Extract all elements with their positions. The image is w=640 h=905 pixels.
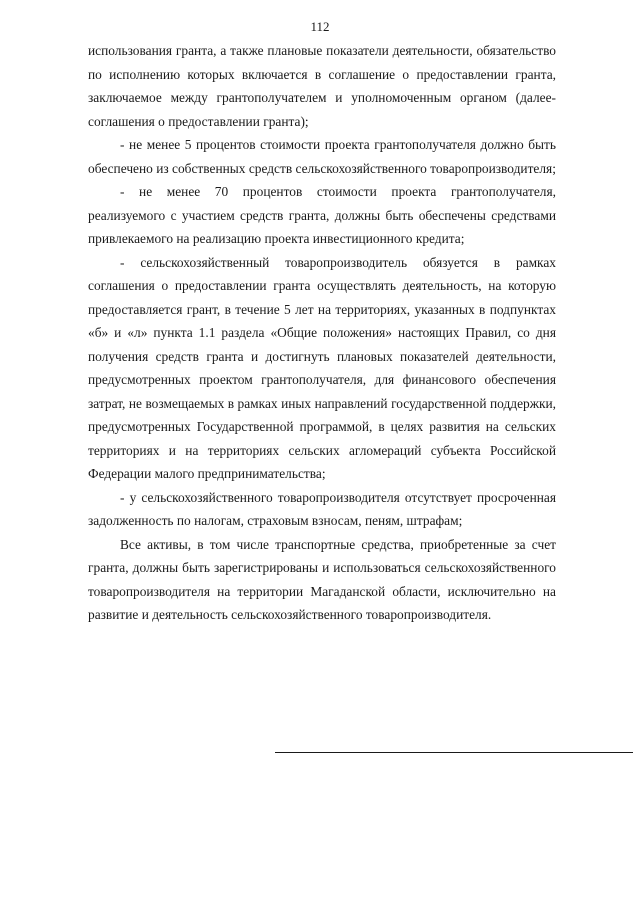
page-number: 112 xyxy=(310,19,330,34)
paragraph-own-funds-requirement: - не менее 5 процентов стоимости проекта грантополучателя должно быть обеспечено из собственных средств сельскохозяйственного товаропроизводителя; xyxy=(88,137,556,176)
footer-divider-line xyxy=(275,752,633,753)
paragraph-credit-requirement: - не менее 70 процентов стоимости проекта грантополучателя, реализуемого с участием средств гранта, должны быть обеспечены средствами привлекаемого на реализацию проекта инвестиционного кредита; xyxy=(88,184,556,246)
paragraph-grant-usage: использования гранта, а также плановые показатели деятельности, обязательство по исполнению которых включается в соглашение о предоставлении гранта, заключаемое между грантополучателем и уполномоченным органом (далее- соглашения о предоставлении гранта); xyxy=(88,43,556,129)
paragraph-assets-registration: Все активы, в том числе транспортные средства, приобретенные за счет гранта, должны быть зарегистрированы и использоваться сельскохозяйственного товаропроизводителя на территории Магаданской области, исключительно на развитие и деятельность сельскохозяйственного товаропроизводителя. xyxy=(88,536,556,622)
document-body xyxy=(88,39,556,627)
paragraph-producer-obligation: - сельскохозяйственный товаропроизводитель обязуется в рамках соглашения о предоставлении гранта осуществлять деятельность, на которую предоставляется грант, в течение 5 лет на территориях, указанных в подпунктах «б» и «л» пункта 1.1 раздела «Общие положения» настоящих Правил, со дня получения средств гранта и достигнуть плановых показателей деятельности, предусмотренных проектом грантополучателя, для финансового обеспечения затрат, не возмещаемых в рамках иных направлений государственной поддержки, предусмотренных Государственной программой, в целях развития на сельских территориях и на территориях сельских агломераций субъекта Российской Федерации малого предпринимательства; xyxy=(88,254,556,481)
paragraph-no-debt-requirement: - у сельскохозяйственного товаропроизводителя отсутствует просроченная задолженность по налогам, страховым взносам, пеням, штрафам; xyxy=(88,489,556,528)
